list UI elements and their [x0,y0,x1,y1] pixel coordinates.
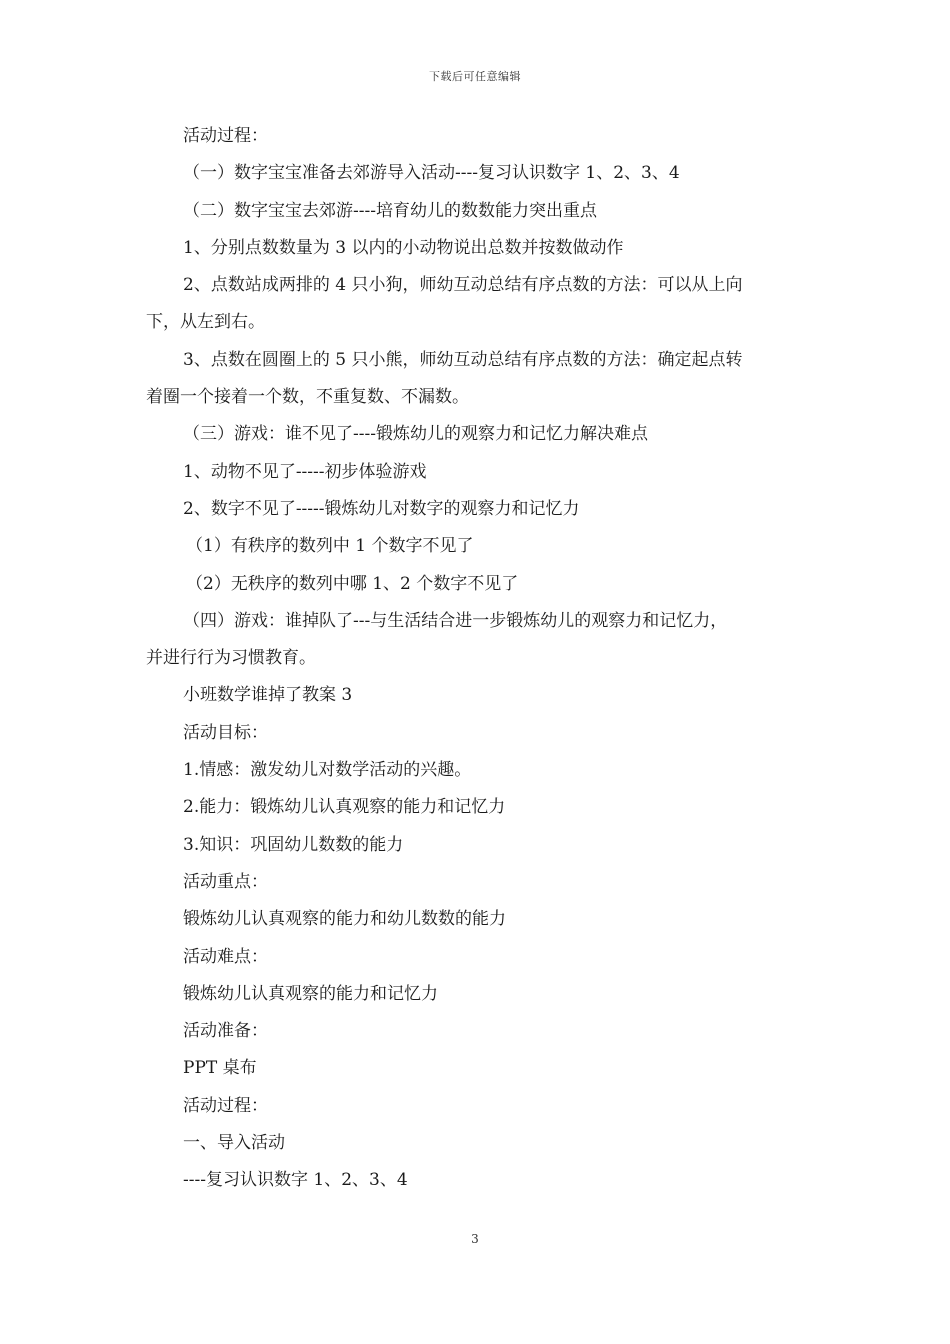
paragraph-line: 1、动物不见了-----初步体验游戏 [183,461,427,482]
page-header: 下载后可任意编辑 [429,70,521,83]
paragraph-line: （一）数字宝宝准备去郊游导入活动----复习认识数字 1、2、3、4 [183,163,680,184]
paragraph-line: 活动重点： [183,871,268,892]
paragraph-line: 锻炼幼儿认真观察的能力和幼儿数数的能力 [183,909,506,930]
paragraph-line: 并进行行为习惯教育。 [146,648,316,669]
paragraph-line: 活动难点： [183,946,268,967]
section-title: 小班数学谁掉了教案 3 [183,685,353,706]
paragraph-line: 活动过程： [183,1095,268,1116]
paragraph-line: 一、导入活动 [183,1133,285,1154]
paragraph-line: 活动准备： [183,1021,268,1042]
paragraph-line: 3.知识：巩固幼儿数数的能力 [183,834,404,855]
paragraph-line: 锻炼幼儿认真观察的能力和记忆力 [183,983,438,1004]
page-number: 3 [471,1232,479,1246]
paragraph-line: （三）游戏：谁不见了----锻炼幼儿的观察力和记忆力解决难点 [183,424,648,445]
paragraph-line: 2、数字不见了-----锻炼幼儿对数字的观察力和记忆力 [183,498,580,519]
paragraph-line: 下，从左到右。 [146,312,265,333]
paragraph-line: 3、点数在圆圈上的 5 只小熊，师幼互动总结有序点数的方法：确定起点转 [183,349,743,370]
paragraph-line: （1）有秩序的数列中 1 个数字不见了 [186,536,474,557]
paragraph-line: 2、点数站成两排的 4 只小狗，师幼互动总结有序点数的方法：可以从上向 [183,275,743,296]
paragraph-line: 2.能力：锻炼幼儿认真观察的能力和记忆力 [183,797,506,818]
paragraph-line: 1.情感：激发幼儿对数学活动的兴趣。 [183,760,472,781]
document-body [146,118,806,1200]
paragraph-line: 活动目标： [183,722,268,743]
paragraph-line: （四）游戏：谁掉队了---与生活结合进一步锻炼幼儿的观察力和记忆力， [183,610,728,631]
paragraph-line: （2）无秩序的数列中哪 1、2 个数字不见了 [186,573,519,594]
paragraph-line: 1、分别点数数量为 3 以内的小动物说出总数并按数做动作 [183,237,624,258]
paragraph-line: ----复习认识数字 1、2、3、4 [183,1170,408,1191]
paragraph-line: PPT 桌布 [183,1058,257,1079]
paragraph-line: 着圈一个接着一个数，不重复数、不漏数。 [146,387,469,408]
paragraph-line: 活动过程： [183,126,268,146]
paragraph-line: （二）数字宝宝去郊游----培育幼儿的数数能力突出重点 [183,200,597,221]
